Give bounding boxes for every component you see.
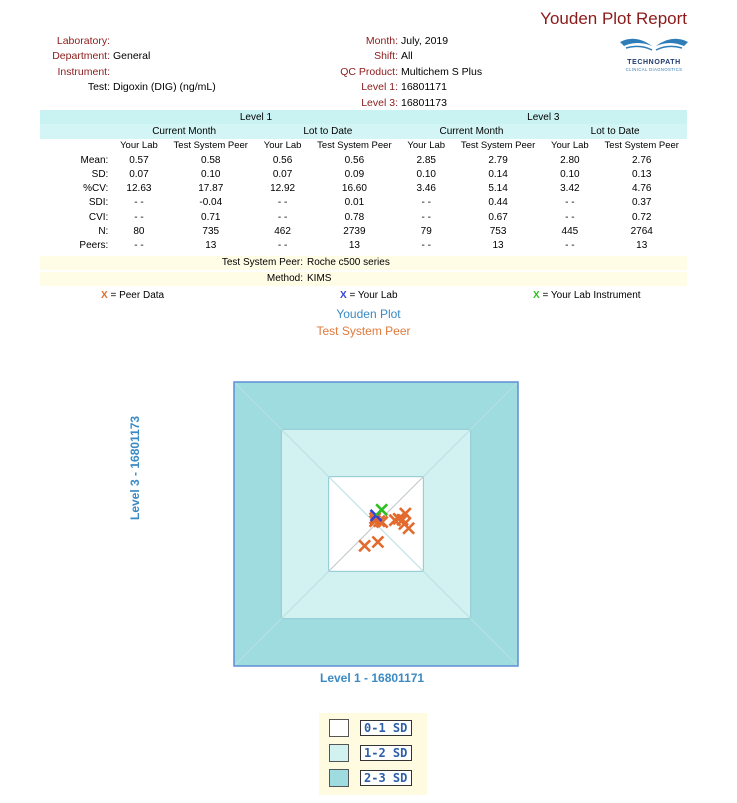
table-cell: - - — [277, 197, 288, 209]
column-header: Test System Peer — [604, 140, 679, 152]
table-cell: 12.92 — [270, 183, 296, 195]
info-label: Level 3: — [361, 97, 398, 109]
legend-your-lab-label: = Your Lab — [349, 290, 398, 301]
legend-peer-label: = Peer Data — [110, 290, 165, 301]
table-cell: 0.10 — [201, 168, 221, 180]
info-label: QC Product: — [340, 66, 398, 78]
table-cell: 17.87 — [198, 183, 224, 195]
table-cell: 0.72 — [632, 211, 652, 223]
table-cell: 5.14 — [488, 183, 508, 195]
period-header: Lot to Date — [590, 125, 640, 137]
row-label: CVI: — [88, 211, 109, 223]
column-header: Your Lab — [120, 140, 158, 152]
table-cell: 735 — [202, 226, 220, 238]
table-cell: 16.60 — [341, 183, 367, 195]
table-row — [40, 167, 687, 181]
method-value: KIMS — [307, 273, 332, 284]
period-header: Current Month — [439, 125, 504, 137]
row-label: SD: — [91, 168, 109, 180]
table-cell: 0.67 — [488, 211, 508, 223]
info-value: 16801171 — [401, 81, 447, 93]
legend-instrument — [533, 290, 641, 301]
peer-row — [40, 256, 687, 270]
column-header: Test System Peer — [317, 140, 392, 152]
row-label: %CV: — [83, 183, 109, 195]
table-cell: 0.07 — [272, 168, 293, 180]
table-cell: 0.09 — [344, 168, 365, 180]
info-value: July, 2019 — [401, 35, 449, 47]
table-cell: 13 — [205, 240, 217, 252]
table-cell: 0.01 — [344, 197, 365, 209]
row-label: N: — [98, 226, 109, 238]
info-value: Multichem S Plus — [401, 66, 483, 78]
table-cell: 753 — [489, 226, 507, 238]
statistics-table — [40, 110, 687, 253]
table-cell: - - — [565, 211, 575, 223]
column-header: Your Lab — [551, 140, 589, 152]
table-cell: 0.13 — [632, 168, 652, 180]
table-cell: 13 — [492, 240, 504, 252]
table-row — [40, 153, 687, 167]
sd-legend-label: 0-1 SD — [360, 720, 412, 736]
table-row — [40, 181, 687, 195]
table-cell: - - — [134, 197, 144, 209]
table-cell: 0.10 — [416, 168, 436, 180]
table-cell: 13 — [636, 240, 648, 252]
row-label: SDI: — [88, 197, 109, 209]
table-cell: - - — [421, 197, 431, 209]
peer-label: Test System Peer: — [221, 257, 303, 268]
info-label: Test: — [87, 81, 110, 93]
level-3-header: Level 3 — [527, 111, 560, 123]
level-1-header: Level 1 — [239, 111, 273, 123]
chart-subtitle: Test System Peer — [316, 324, 411, 338]
table-cell: 4.76 — [632, 183, 652, 195]
sd-swatch — [329, 769, 349, 787]
table-row — [40, 210, 687, 224]
column-header: Your Lab — [263, 140, 302, 152]
table-cell: - - — [134, 211, 144, 223]
table-cell: 0.78 — [344, 211, 365, 223]
legend-peer — [101, 290, 164, 301]
logo-tagline: CLINICAL DIAGNOSTICS — [625, 67, 683, 72]
info-value: General — [113, 50, 151, 62]
info-label: Instrument: — [57, 66, 110, 78]
table-cell: 2.85 — [416, 154, 436, 166]
column-header: Test System Peer — [460, 140, 536, 152]
table-cell: 2.76 — [632, 154, 652, 166]
peer-value: Roche c500 series — [307, 257, 390, 268]
sd-legend-label: 1-2 SD — [360, 745, 412, 761]
legend-instrument-label: = Your Lab Instrument — [542, 290, 641, 301]
table-cell: 0.58 — [201, 154, 221, 166]
table-cell: 0.10 — [560, 168, 580, 180]
table-cell: 0.07 — [129, 168, 149, 180]
legend-your-lab — [340, 290, 398, 301]
table-row — [40, 224, 687, 238]
info-label: Level 1: — [361, 81, 398, 93]
table-cell: 0.14 — [488, 168, 508, 180]
row-label: Peers: — [79, 240, 109, 252]
table-cell: 0.37 — [632, 197, 652, 209]
table-cell: 2.79 — [488, 154, 508, 166]
table-cell: 2739 — [343, 226, 366, 238]
table-cell: 3.42 — [560, 183, 580, 195]
info-label: Shift: — [374, 50, 398, 62]
sd-swatch — [329, 744, 349, 762]
table-cell: -0.04 — [199, 197, 223, 209]
your-lab-marker: X — [340, 290, 347, 301]
table-cell: 79 — [420, 226, 432, 238]
column-header: Your Lab — [407, 140, 446, 152]
table-cell: 80 — [133, 226, 145, 238]
table-cell: 462 — [274, 226, 291, 238]
table-cell: - - — [277, 211, 288, 223]
table-cell: 0.71 — [201, 211, 221, 223]
table-cell: 2764 — [630, 226, 653, 238]
info-label: Laboratory: — [56, 35, 110, 47]
youden-plot — [230, 378, 522, 668]
sd-legend-label: 2-3 SD — [360, 770, 412, 786]
info-value: All — [401, 50, 413, 62]
table-cell: 0.44 — [488, 197, 508, 209]
method-row — [40, 272, 687, 286]
technopath-logo — [618, 36, 690, 74]
table-cell: - - — [421, 211, 431, 223]
logo-name: TECHNOPATH — [627, 59, 681, 66]
table-cell: 0.57 — [129, 154, 149, 166]
report-title: Youden Plot Report — [540, 9, 687, 28]
table-cell: - - — [565, 240, 575, 252]
column-header: Test System Peer — [173, 140, 248, 152]
info-label: Month: — [365, 35, 398, 47]
period-header: Lot to Date — [303, 125, 353, 137]
table-row — [40, 239, 687, 253]
table-cell: - - — [277, 240, 288, 252]
sd-legend — [319, 713, 427, 795]
table-cell: 445 — [561, 226, 579, 238]
table-row — [40, 196, 687, 210]
method-label: Method: — [266, 273, 303, 284]
table-cell: 0.56 — [344, 154, 365, 166]
sd-swatch — [329, 719, 349, 737]
table-cell: - - — [565, 197, 575, 209]
table-cell: - - — [421, 240, 431, 252]
instrument-marker: X — [533, 290, 540, 301]
table-cell: - - — [134, 240, 144, 252]
chart-title: Youden Plot — [336, 307, 401, 321]
table-cell: 2.80 — [560, 154, 580, 166]
period-header: Current Month — [152, 125, 217, 137]
table-cell: 12.63 — [126, 183, 152, 195]
y-axis-label: Level 3 - 16801173 — [128, 415, 142, 520]
info-label: Department: — [52, 50, 110, 62]
table-cell: 0.56 — [272, 154, 293, 166]
x-axis-label: Level 1 - 16801171 — [320, 671, 425, 685]
info-value: 16801173 — [401, 97, 447, 109]
peer-marker: X — [101, 290, 108, 301]
table-cell: 3.46 — [416, 183, 436, 195]
table-cell: 13 — [348, 240, 360, 252]
info-value: Digoxin (DIG) (ng/mL) — [113, 81, 216, 93]
row-label: Mean: — [80, 154, 109, 166]
